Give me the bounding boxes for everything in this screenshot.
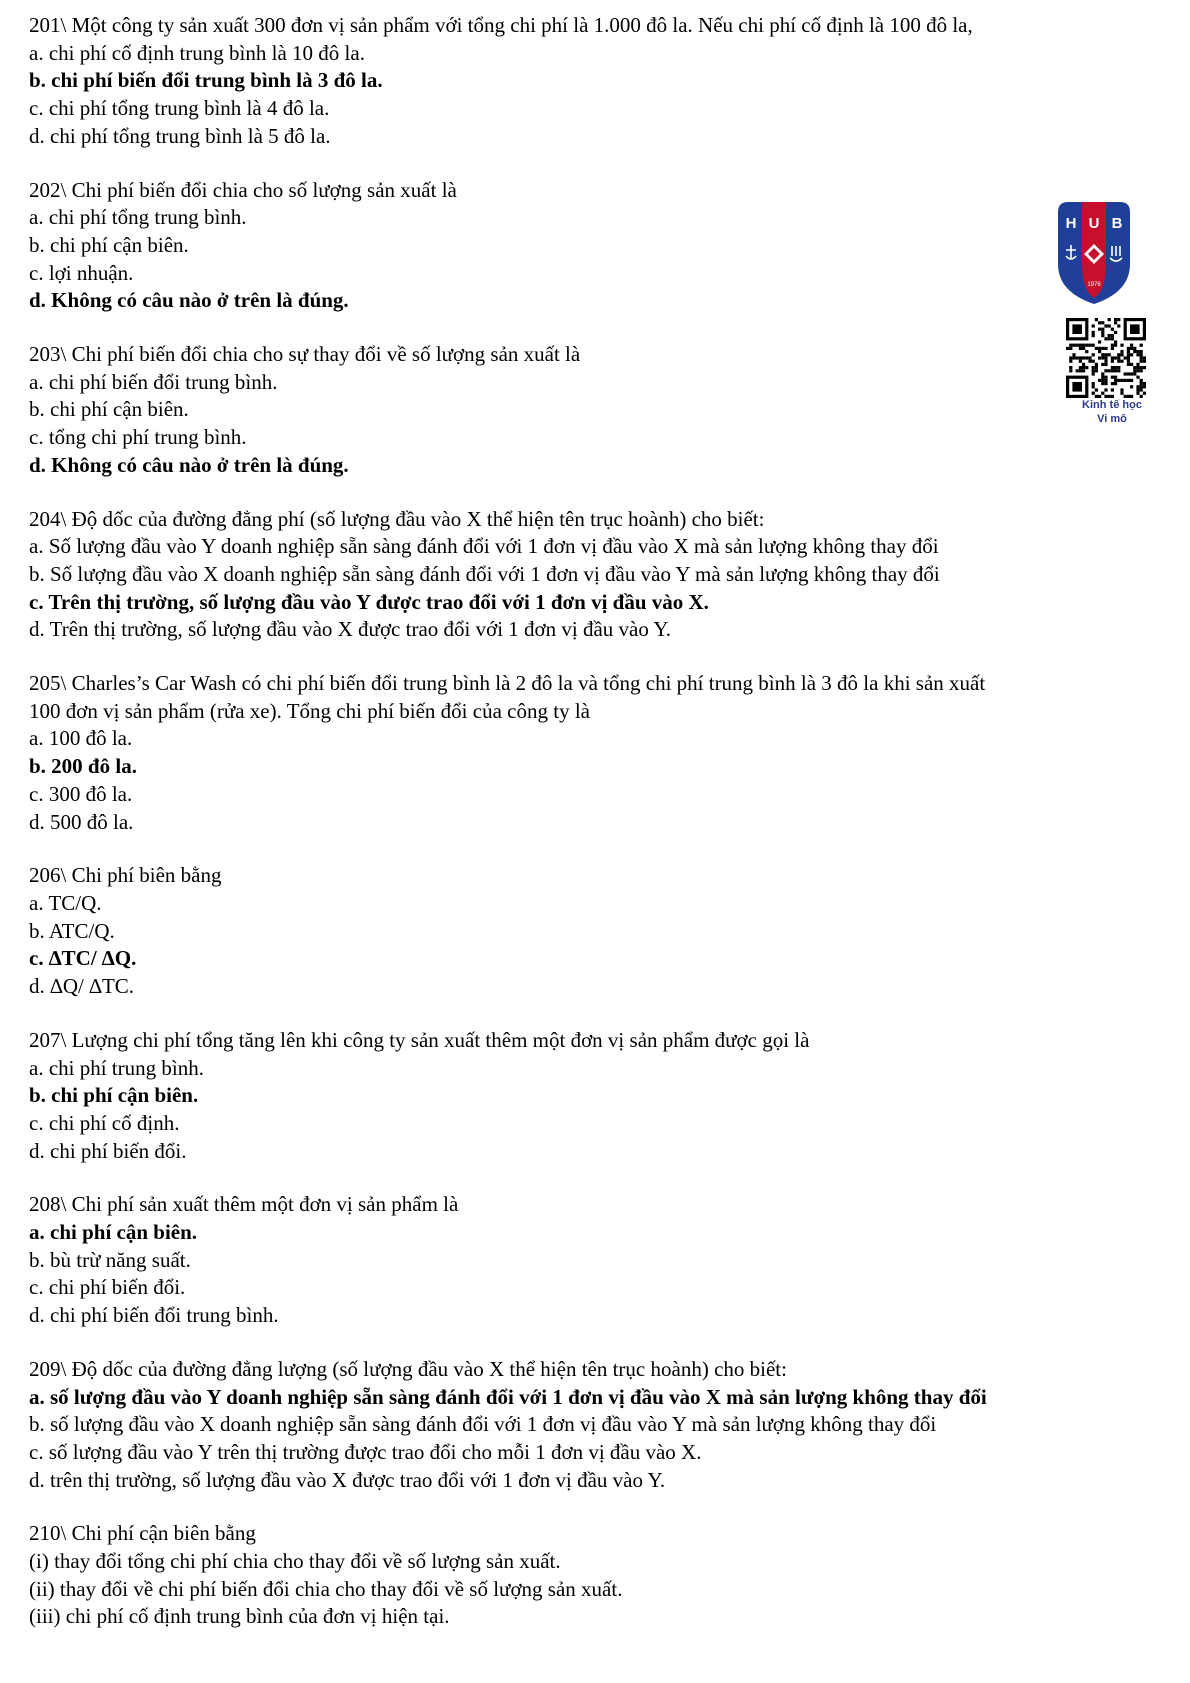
answer-option: a. chi phí trung bình. — [29, 1055, 204, 1080]
question-stem: 207\ Lượng chi phí tổng tăng lên khi công ty sản xuất thêm một đơn vị sản phẩm được gọi là — [29, 1027, 810, 1052]
answer-option: b. Số lượng đầu vào X doanh nghiệp sẵn sàng đánh đổi với 1 đơn vị đầu vào Y mà sản lượng không thay đổi — [29, 561, 940, 586]
answer-option: d. chi phí biến đổi. — [29, 1138, 187, 1163]
answer-option: c. chi phí cố định. — [29, 1110, 180, 1135]
question-stem: 210\ Chi phí cận biên bằng — [29, 1521, 256, 1546]
answer-option: a. chi phí cận biên. — [29, 1220, 198, 1245]
answer-option: c. chi phí biến đổi. — [29, 1275, 186, 1300]
question-stem: 209\ Độ dốc của đường đẳng lượng (số lượng đầu vào X thể hiện tên trục hoành) cho biết: — [29, 1356, 787, 1381]
answer-option: b. bù trừ năng suất. — [29, 1247, 191, 1272]
answer-option: b. 200 đô la. — [29, 754, 137, 779]
answer-option: d. chi phí tổng trung bình là 5 đô la. — [29, 123, 331, 148]
brand-caption-line2: Vi mô — [1097, 413, 1127, 425]
question-block — [29, 862, 1169, 1001]
question-stem: 202\ Chi phí biến đổi chia cho số lượng sản xuất là — [29, 177, 457, 202]
answer-option: a. chi phí cố định trung bình là 10 đô la. — [29, 40, 365, 65]
question-block — [29, 506, 1169, 645]
brand-caption-line1: Kinh tế học — [1082, 399, 1142, 411]
answer-option: c. 300 đô la. — [29, 781, 133, 806]
question-block — [29, 177, 1169, 316]
answer-option: (i) thay đổi tổng chi phí chia cho thay đổi về số lượng sản xuất. — [29, 1549, 561, 1574]
logo-letter-u: U — [1088, 215, 1100, 232]
logo-year: 1976 — [1087, 282, 1101, 288]
answer-option: b. số lượng đầu vào X doanh nghiệp sẵn sàng đánh đổi với 1 đơn vị đầu vào Y mà sản lượng không thay đổi — [29, 1412, 937, 1437]
answer-option: a. chi phí tổng trung bình. — [29, 205, 247, 230]
question-stem: 201\ Một công ty sản xuất 300 đơn vị sản phẩm với tổng chi phí là 1.000 đô la. Nếu chi phí cố định là 100 đô la, — [29, 13, 973, 37]
answer-option: a. Số lượng đầu vào Y doanh nghiệp sẵn sàng đánh đổi với 1 đơn vị đầu vào X mà sản lượng không thay đổi — [29, 534, 939, 559]
answer-option: d. chi phí biến đổi trung bình. — [29, 1303, 279, 1328]
question-block — [29, 1520, 1169, 1631]
question-block — [29, 1191, 1169, 1330]
question-block — [29, 1356, 1169, 1495]
qr-code-icon — [1066, 318, 1146, 398]
question-block — [29, 1027, 1169, 1166]
question-block — [29, 341, 1169, 480]
question-stem: 204\ Độ dốc của đường đẳng phí (số lượng đầu vào X thể hiện tên trục hoành) cho biết: — [29, 506, 765, 531]
answer-option: d. trên thị trường, số lượng đầu vào X được trao đổi với 1 đơn vị đầu vào Y. — [29, 1467, 666, 1492]
answer-option: (ii) thay đổi về chi phí biến đổi chia cho thay đổi về số lượng sản xuất. — [29, 1576, 623, 1601]
question-block — [29, 670, 1169, 836]
logo-letter-h: H — [1065, 215, 1077, 232]
answer-option: b. chi phí biến đổi trung bình là 3 đô la. — [29, 68, 383, 93]
answer-option: b. chi phí cận biên. — [29, 232, 189, 257]
answer-option: d. ∆Q/ ∆TC. — [29, 974, 135, 999]
answer-option: (iii) chi phí cố định trung bình của đơn vị hiện tại. — [29, 1604, 450, 1629]
answer-option: c. chi phí tổng trung bình là 4 đô la. — [29, 96, 330, 121]
answer-option: d. Trên thị trường, số lượng đầu vào X được trao đổi với 1 đơn vị đầu vào Y. — [29, 617, 672, 642]
logo-letter-b: B — [1111, 215, 1123, 232]
answer-option: a. TC/Q. — [29, 890, 102, 915]
answer-option: d. Không có câu nào ở trên là đúng. — [29, 452, 349, 477]
answer-option: a. 100 đô la. — [29, 726, 133, 751]
answer-option: c. lợi nhuận. — [29, 260, 134, 285]
answer-option: a. chi phí biến đổi trung bình. — [29, 369, 278, 394]
question-block — [29, 12, 1169, 151]
question-stem: 205\ Charles’s Car Wash có chi phí biến đổi trung bình là 2 đô la và tổng chi phí trung bình là 3 đô la khi sản xuất — [29, 671, 986, 696]
answer-option: 100 đơn vị sản phẩm (rửa xe). Tổng chi phí biến đổi của công ty là — [29, 698, 590, 723]
answer-option: c. Trên thị trường, số lượng đầu vào Y được trao đổi với 1 đơn vị đầu vào X. — [29, 589, 709, 614]
brand-block — [1052, 198, 1160, 426]
answer-option: c. tổng chi phí trung bình. — [29, 425, 247, 450]
answer-option: b. chi phí cận biên. — [29, 1083, 199, 1108]
answer-option: b. chi phí cận biên. — [29, 397, 189, 422]
answer-option: b. ATC/Q. — [29, 918, 115, 943]
answer-option: d. Không có câu nào ở trên là đúng. — [29, 288, 349, 313]
question-stem: 208\ Chi phí sản xuất thêm một đơn vị sản phẩm là — [29, 1192, 459, 1217]
question-stem: 203\ Chi phí biến đổi chia cho sự thay đổi về số lượng sản xuất là — [29, 342, 581, 367]
answer-option: a. số lượng đầu vào Y doanh nghiệp sẵn sàng đánh đổi với 1 đơn vị đầu vào X mà sản lượng không thay đổi — [29, 1384, 987, 1409]
answer-option: d. 500 đô la. — [29, 809, 134, 834]
hub-logo-icon — [1054, 198, 1134, 306]
question-stem: 206\ Chi phí biên bằng — [29, 863, 222, 888]
quiz-document — [29, 12, 1169, 1657]
answer-option: c. số lượng đầu vào Y trên thị trường được trao đổi cho mỗi 1 đơn vị đầu vào X. — [29, 1439, 702, 1464]
answer-option: c. ∆TC/ ∆Q. — [29, 946, 137, 971]
